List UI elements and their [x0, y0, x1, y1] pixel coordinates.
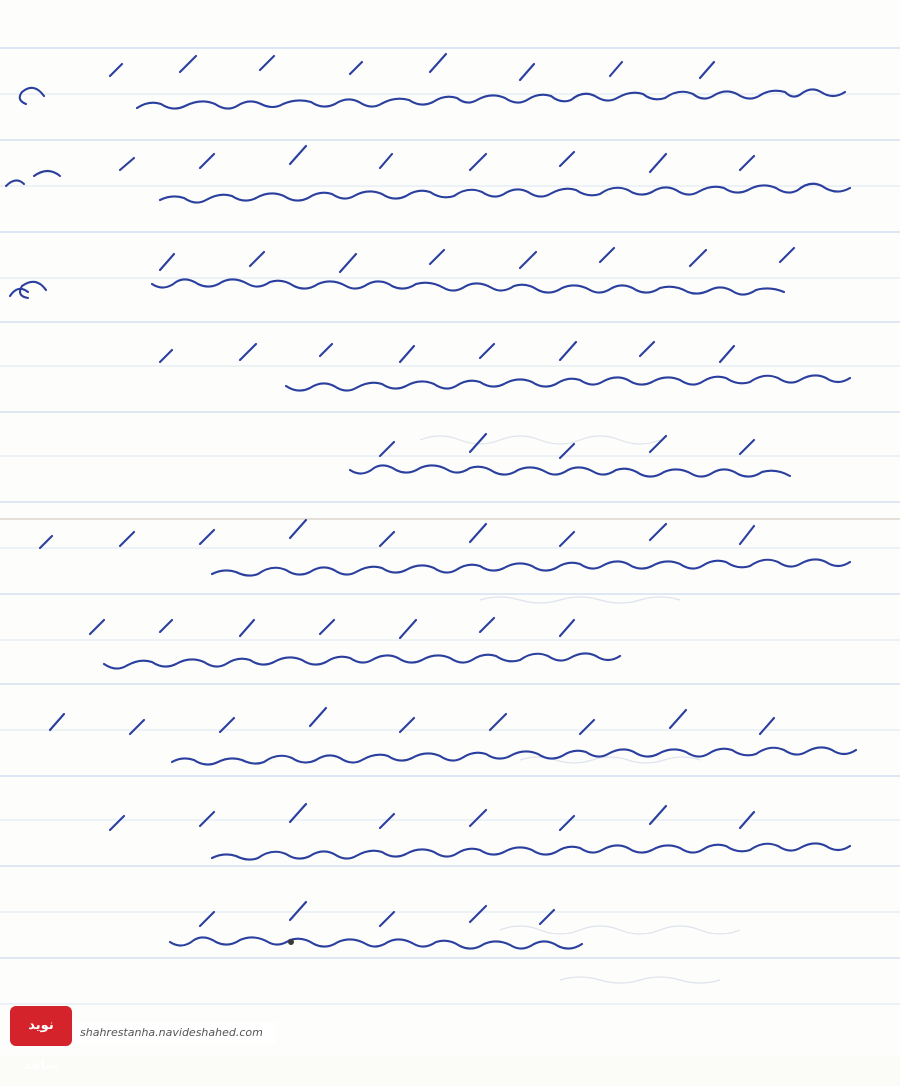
watermark-logo: نوید شاهد [10, 1006, 72, 1046]
watermark [10, 1006, 272, 1073]
handwritten-line-2 [6, 146, 850, 203]
handwritten-line-3 [10, 248, 794, 298]
handwritten-line-10 [170, 902, 582, 949]
handwritten-line-9 [110, 804, 850, 860]
handwritten-line-6 [40, 520, 850, 576]
handwritten-line-4 [160, 342, 850, 391]
handwritten-line-8 [50, 708, 856, 765]
handwritten-line-1 [20, 54, 845, 109]
handwritten-line-7 [90, 618, 620, 669]
ink-dot [288, 939, 294, 945]
watermark-url: shahrestanha.navideshahed.com [76, 1022, 276, 1044]
handwritten-line-5 [350, 434, 790, 477]
